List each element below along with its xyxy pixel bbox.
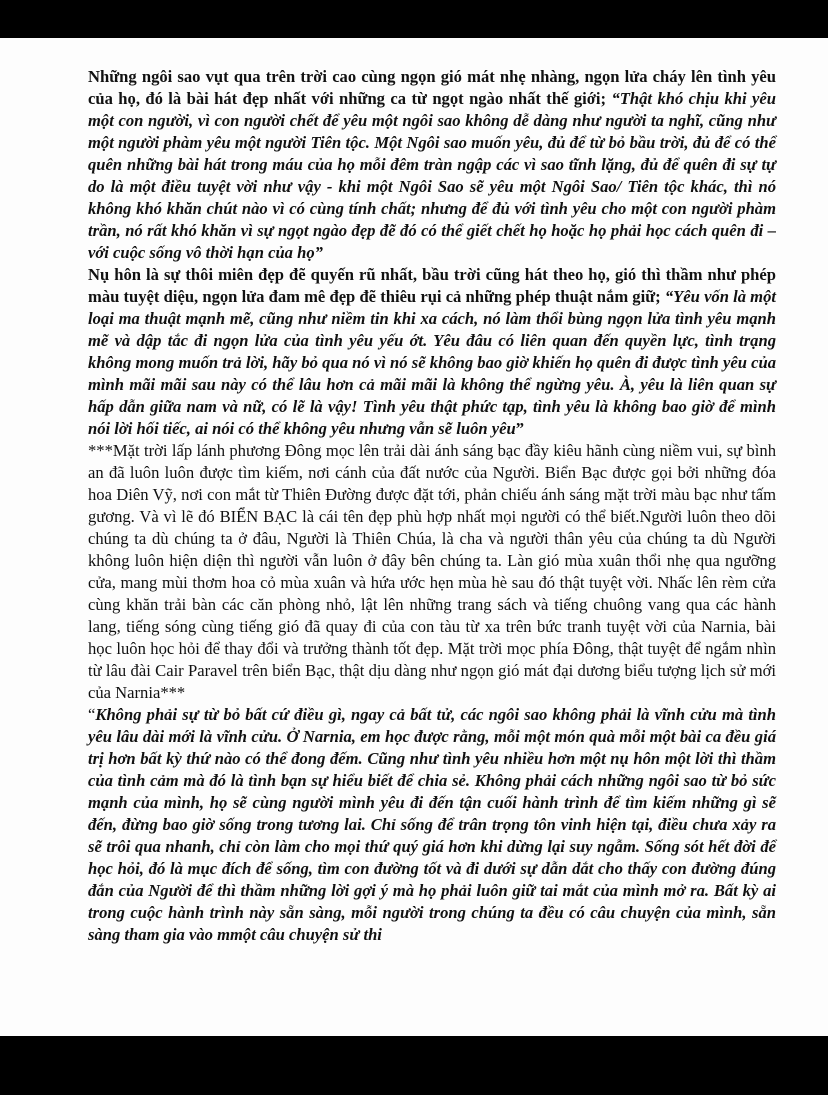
top-black-bar <box>0 0 828 38</box>
paragraph-1 <box>88 66 776 264</box>
bottom-black-bar <box>0 1036 828 1095</box>
paragraph-1-intro: Những ngôi sao vụt qua trên trời cao cùng ngọn gió mát nhẹ nhàng, ngọn lửa cháy lên tình yêu của họ, đó là bài hát đẹp nhất với những ca từ ngọt ngào nhất thế giới; <box>88 67 776 108</box>
document-page <box>0 38 828 1036</box>
document-text <box>88 66 776 946</box>
paragraph-2-intro: Nụ hôn là sự thôi miên đẹp đẽ quyến rũ nhất, bầu trời cũng hát theo họ, gió thì thầm như phép màu tuyệt diệu, ngọn lửa đam mê đẹp đẽ thiêu rụi cả những phép thuật nắm giữ; <box>88 265 776 306</box>
paragraph-3 <box>88 440 776 704</box>
paragraph-2-close-quote: ” <box>515 419 525 438</box>
paragraph-2-quote: “Yêu vốn là một loại ma thuật mạnh mẽ, cũng như niềm tin khi xa cách, nó làm thổi bùng ngọn lửa tình yêu mạnh mẽ và dập tắc đi ngọn lửa của tình yêu yếu ớt. Yêu đâu có liên quan đến quyền lực, tình trạng không mong muốn trả lời, hãy bỏ qua nó vì nó sẽ không bao giờ khiến họ quên đi được tình yêu của mình mãi mãi sau này có thể lâu hơn cả mãi mãi là không thể ngừng yêu. À, yêu là liên quan sự hấp dẫn giữa nam và nữ, có lẽ là vậy! Tình yêu thật phức tạp, tình yêu là không bao giờ để mình nói lời hối tiếc, ai nói có thể không yêu nhưng vẫn sẽ luôn yêu <box>88 287 777 438</box>
paragraph-4-quote: Không phải sự từ bỏ bất cứ điều gì, ngay cả bất tử, các ngôi sao không phải là vĩnh cửu mà tình yêu lâu dài mới là vĩnh cửu. Ở Narnia, em học được rằng, mỗi một món quà mỗi một bài ca đều giá trị hơn bất kỳ thứ nào có thể đong đếm. Cũng như tình yêu nhiều hơn một nụ hôn một lời thì thầm của tình cảm mà đó là tình bạn sự hiểu biết để chia sẻ. Không phải cách những ngôi sao từ bỏ sức mạnh của mình, họ sẽ cùng người mình yêu đi đến tận cuối hành trình để tìm kiếm những gì sẽ đến, đừng bao giờ sống trong tương lai. Chỉ sống để trân trọng tôn vinh hiện tại, điều chưa xảy ra sẽ trôi qua nhanh, chỉ còn làm cho mọi thứ quý giá hơn khi dừng lại suy ngẫm. Sống sót hết đời để học hỏi, đó là mục đích để sống, tìm con đường tốt và đi dưới sự dẫn dắt cho thấy con đường đúng đắn của Người để thì thầm những lời gợi ý mà họ phải luôn giữ tai mắt của mình mở ra. Bất kỳ ai trong cuộc hành trình này sẵn sàng, mỗi người trong chúng ta đều có câu chuyện của mình, sẵn sàng tham gia vào mmột câu chuyện sử thi <box>88 705 776 944</box>
paragraph-4-open-quote: “ <box>88 705 96 724</box>
paragraph-1-quote: “Thật khó chịu khi yêu một con người, vì con người chết để yêu một ngôi sao không dễ dàng như người ta nghĩ, cũng như một người phàm yêu một người Tiên tộc. Một Ngôi sao muốn yêu, đủ để từ bỏ bầu trời, đủ để có thể quên những bài hát trong máu của họ mỗi đêm tràn ngập các vì sao tĩnh lặng, đủ để quên đi sự tự do là một điều tuyệt vời như vậy - khi một Ngôi Sao sẽ yêu một Ngôi Sao/ Tiên tộc khác, thì nó không khó khăn chút nào vì có cùng tính chất; nhưng để đủ với tình yêu cho một con người phàm trần, nó rất khó khăn vì sự ngọt ngào đẹp đẽ đó có thể giết chết họ hoặc họ phải học cách quên đi – với cuộc sống vô thời hạn của họ” <box>88 89 777 262</box>
paragraph-2 <box>88 264 776 440</box>
paragraph-3-body: ***Mặt trời lấp lánh phương Đông mọc lên trải dài ánh sáng bạc đầy kiêu hãnh cùng niềm vui, sự bình an đã luôn luôn được tìm kiếm, nơi cánh của đất nước của Người. Biển Bạc được gọi bởi những đóa hoa Diên Vỹ, nơi con mắt từ Thiên Đường được đặt tới, phản chiếu ánh sáng mặt trời màu bạc như tấm gương. Và vì lẽ đó BIỂN BẠC là cái tên đẹp phù hợp nhất mọi người có thể biết.Người luôn theo dõi chúng ta dù chúng ta ở đâu, Người là Thiên Chúa, là cha và người thân yêu của chúng ta dù Người không luôn hiện diện thì người vẫn luôn ở đây bên chúng ta. Làn gió mùa xuân thổi nhẹ qua ngưỡng cửa, mang mùi thơm hoa cỏ mùa xuân và hứa ước hẹn mùa hè sau đó thật tuyệt vời. Nhấc lên rèm cửa cùng khăn trải bàn các căn phòng nhỏ, lật lên những trang sách và tiếng chuông vang qua các hành lang, tiếng sóng cùng tiếng gió đã quay đi của con tàu từ xa trên bức tranh tuyệt vời của Narnia, bài học luôn học hỏi để thay đổi và trưởng thành tốt đẹp. Mặt trời mọc phía Đông, thật tuyệt để ngắm nhìn từ lâu đài Cair Paravel trên biển Bạc, thật dịu dàng như ngọn gió mát đại dương biểu tượng lịch sử mới của Narnia*** <box>88 441 776 702</box>
paragraph-4 <box>88 704 776 946</box>
